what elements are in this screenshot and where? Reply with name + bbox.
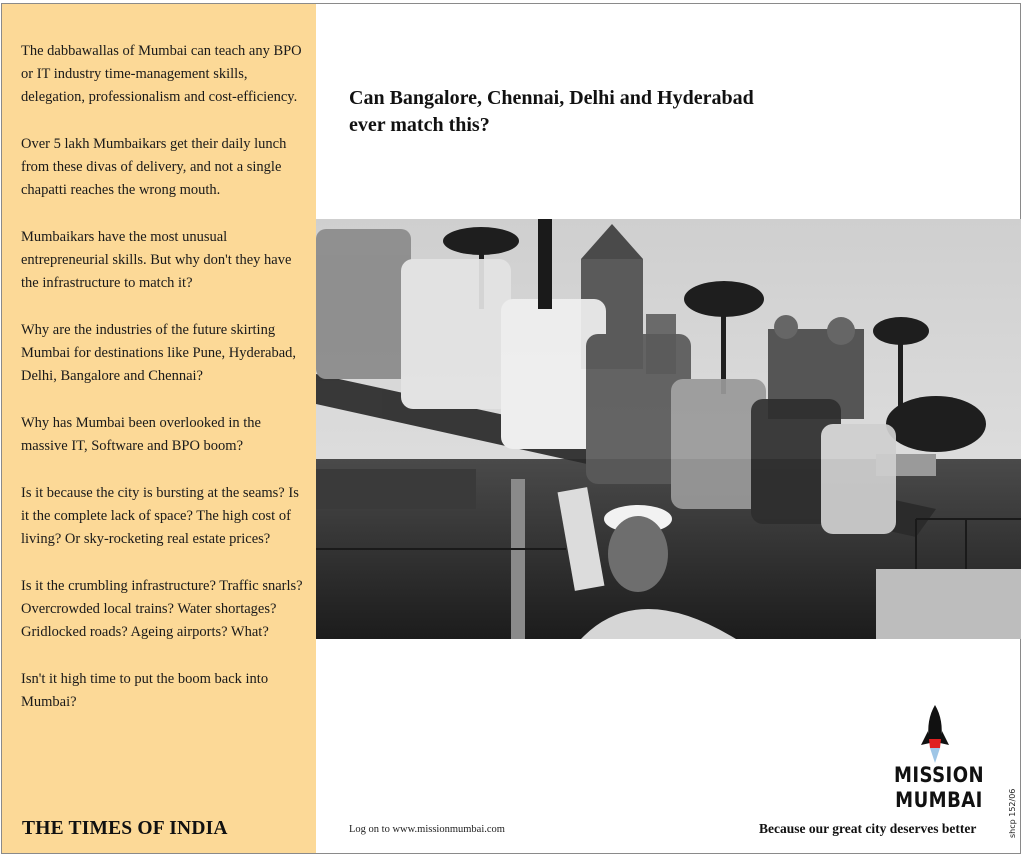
dabbawala-photo	[316, 219, 1021, 639]
sidebar-paragraph: Is it because the city is bursting at the seams? Is it the complete lack of space? The high cost of living? Or sky-rocketing real estate prices?	[21, 484, 299, 548]
sidebar-paragraph: Why has Mumbai been overlooked in the massive IT, Software and BPO boom?	[21, 415, 261, 455]
rocket-icon	[899, 703, 979, 763]
logo-text-mission: MISSION	[893, 763, 985, 787]
headline	[349, 85, 819, 139]
logo-text-mumbai: MUMBAI	[895, 788, 983, 812]
sidebar-paragraph: Is it the crumbling infrastructure? Traffic snarls? Overcrowded local trains? Water shortages? Gridlocked roads? Ageing airports? What?	[21, 577, 303, 641]
tagline: Because our great city deserves better	[759, 821, 977, 836]
sidebar-paragraph: Mumbaikars have the most unusual entrepreneurial skills. But why don't they have the infrastructure to match it?	[21, 229, 292, 292]
headline-line-1: Can Bangalore, Chennai, Delhi and Hyderabad	[349, 87, 754, 109]
mission-mumbai-logo	[884, 703, 994, 813]
times-of-india-logo: THE TIMES OF INDIA	[22, 818, 228, 839]
website-link[interactable]: Log on to www.missionmumbai.com	[349, 824, 505, 835]
sidebar-paragraph: Why are the industries of the future skirting Mumbai for destinations like Pune, Hyderabad, Delhi, Bangalore and Chennai?	[21, 322, 297, 385]
sidebar-panel	[2, 4, 316, 853]
sidebar-paragraph: The dabbawallas of Mumbai can teach any BPO or IT industry time-management skills, delegation, professionalism and cost-efficiency.	[21, 43, 302, 106]
headline-line-2: ever match this?	[349, 114, 490, 136]
sidebar-body-copy	[21, 40, 306, 738]
sidebar-paragraph: Isn't it high time to put the boom back into Mumbai?	[21, 670, 269, 710]
ad-code: shcp 152/06	[1008, 788, 1017, 838]
sidebar-paragraph: Over 5 lakh Mumbaikars get their daily lunch from these divas of delivery, and not a single chapatti reaches the wrong mouth.	[21, 136, 287, 199]
